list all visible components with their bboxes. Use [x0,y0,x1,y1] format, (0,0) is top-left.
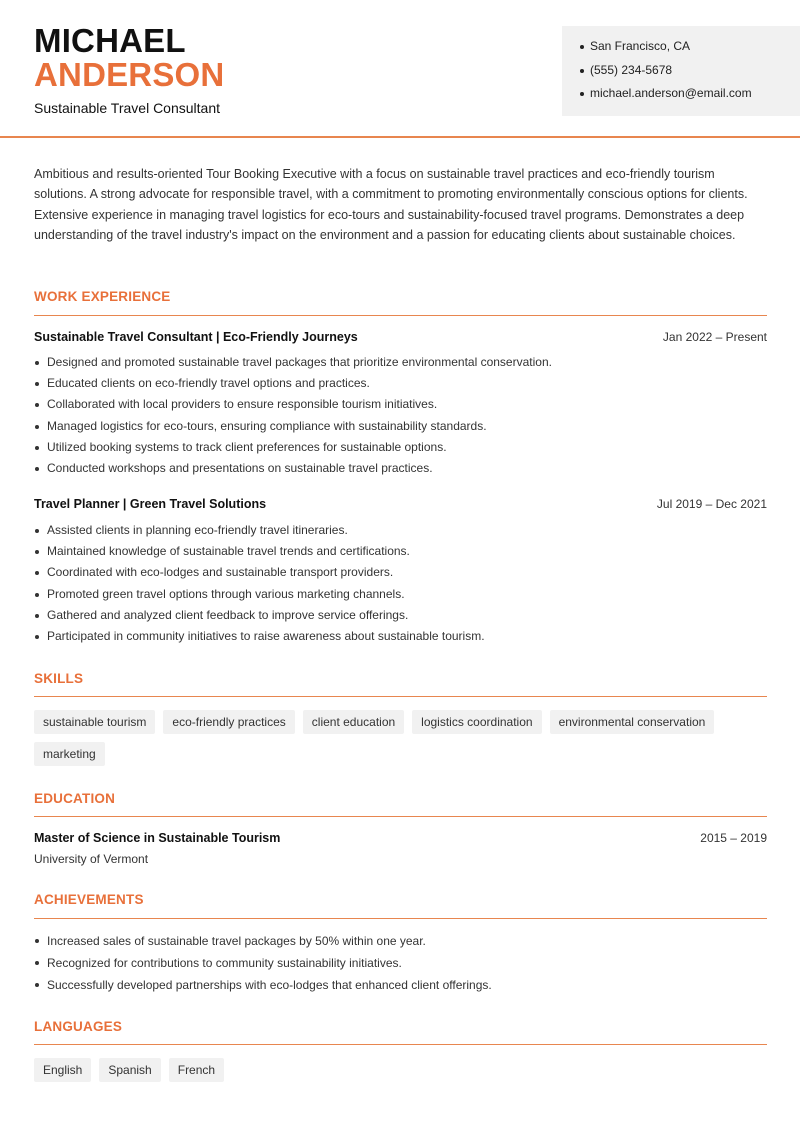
resume-header [0,0,800,138]
list-item: Conducted workshops and presentations on sustainable travel practices. [34,458,767,479]
education-degree: Master of Science in Sustainable Tourism [34,831,281,845]
achievements-list [34,930,767,996]
section-title-work: WORK EXPERIENCE [34,289,171,304]
language-tag: Spanish [99,1058,160,1082]
section-divider [34,816,767,817]
job-dates: Jul 2019 – Dec 2021 [656,497,767,511]
languages-list [34,1058,767,1082]
contact-email[interactable]: michael.anderson@email.com [580,82,800,106]
list-item: Promoted green travel options through various marketing channels. [34,584,767,605]
section-divider [34,696,767,697]
section-title-education: EDUCATION [34,791,116,806]
list-item: Maintained knowledge of sustainable travel trends and certifications. [34,541,767,562]
list-item: Utilized booking systems to track client preferences for sustainable options. [34,437,767,458]
list-item: Coordinated with eco-lodges and sustainable transport providers. [34,562,767,583]
list-item: Managed logistics for eco-tours, ensuring compliance with sustainability standards. [34,416,767,437]
skills-list [34,710,767,766]
job-dates: Jan 2022 – Present [662,330,767,344]
section-title-achievements: ACHIEVEMENTS [34,892,144,907]
skill-tag: sustainable tourism [34,710,155,734]
list-item: Designed and promoted sustainable travel packages that prioritize environmental conservation. [34,352,767,373]
section-title-languages: LANGUAGES [34,1019,123,1034]
last-name: ANDERSON [34,56,225,93]
list-item: Successfully developed partnerships with eco-lodges that enhanced client offerings. [34,974,767,996]
job-role: Sustainable Travel Consultant | Eco-Friendly Journeys [34,330,358,344]
job-header [34,497,767,511]
list-item: Collaborated with local providers to ensure responsible tourism initiatives. [34,394,767,415]
education-dates: 2015 – 2019 [700,831,767,845]
language-tag: French [169,1058,224,1082]
language-tag: English [34,1058,91,1082]
list-item: Recognized for contributions to community sustainability initiatives. [34,952,767,974]
skill-tag: marketing [34,742,105,766]
skill-tag: eco-friendly practices [163,710,294,734]
section-divider [34,918,767,919]
education-header [34,831,767,845]
summary: Ambitious and results-oriented Tour Booking Executive with a focus on sustainable travel practices and eco-friendly tourism solutions. A strong advocate for responsible travel, with a commitment to promoting environmentally conscious options for clients. Extensive experience in managing travel logistics for eco-tours and sustainability-focused travel programs. Demonstrates a deep understanding of the travel industry's impact on the environment and a passion for educating clients about sustainable choices. [34,167,748,242]
list-item: Educated clients on eco-friendly travel options and practices. [34,373,767,394]
job-bullets [34,352,767,479]
section-divider [34,1044,767,1045]
job-bullets [34,520,767,647]
contact-phone: (555) 234-5678 [580,59,800,83]
contact-box [562,26,800,116]
contact-location: San Francisco, CA [580,35,800,59]
skill-tag: logistics coordination [412,710,541,734]
list-item: Increased sales of sustainable travel packages by 50% within one year. [34,930,767,952]
skill-tag: client education [303,710,404,734]
job-header [34,330,767,344]
section-title-skills: SKILLS [34,671,84,686]
job-role: Travel Planner | Green Travel Solutions [34,497,267,511]
list-item: Gathered and analyzed client feedback to improve service offerings. [34,605,767,626]
education-school: University of Vermont [34,852,149,866]
skill-tag: environmental conservation [550,710,715,734]
first-name: MICHAEL [34,22,186,59]
section-divider [34,315,767,316]
list-item: Assisted clients in planning eco-friendly travel itineraries. [34,520,767,541]
list-item: Participated in community initiatives to raise awareness about sustainable tourism. [34,626,767,647]
job-title: Sustainable Travel Consultant [34,100,220,116]
